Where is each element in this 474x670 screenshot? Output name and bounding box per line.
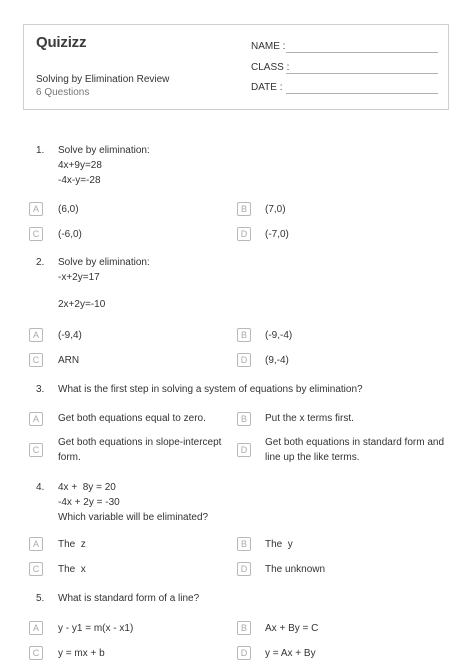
option-line: form. (58, 452, 81, 463)
question-line: What is standard form of a line? (58, 593, 200, 604)
option-text: The y (265, 539, 293, 550)
question-line: What is the first step in solving a system of equations by elimination? (58, 384, 363, 395)
question-text (58, 382, 438, 397)
option-text (58, 435, 221, 465)
question-text (58, 255, 438, 312)
option-box-a[interactable]: A (29, 537, 43, 551)
option-box-d[interactable]: D (237, 353, 251, 367)
question-line: 4x + 8y = 20 (58, 482, 116, 493)
question-line: 4x+9y=28 (58, 160, 102, 171)
option-line: Get both equations in standard form and (265, 437, 445, 448)
question-line: Solve by elimination: (58, 145, 150, 156)
option-box-b[interactable]: B (237, 328, 251, 342)
option-text: The z (58, 539, 86, 550)
question-text (58, 480, 438, 525)
date-label: DATE : (251, 82, 283, 93)
worksheet-title: Solving by Elimination Review (36, 74, 170, 85)
question-line: Which variable will be eliminated? (58, 512, 209, 523)
date-line[interactable] (286, 93, 438, 94)
option-line: Get both equations in slope-intercept (58, 437, 222, 448)
option-text: ARN (58, 355, 80, 366)
option-text: The x (58, 564, 86, 575)
question-line: 2x+2y=-10 (58, 299, 106, 310)
option-text: (-7,0) (265, 229, 289, 240)
question-line: -x+2y=17 (58, 272, 100, 283)
option-box-a[interactable]: A (29, 621, 43, 635)
option-box-b[interactable]: B (237, 412, 251, 426)
question-number: 2. (36, 257, 45, 268)
question-line: -4x-y=-28 (58, 175, 101, 186)
option-box-a[interactable]: A (29, 328, 43, 342)
option-box-c[interactable]: C (29, 443, 43, 457)
option-box-c[interactable]: C (29, 353, 43, 367)
name-label: NAME : (251, 41, 286, 52)
question-number: 4. (36, 482, 45, 493)
option-box-d[interactable]: D (237, 227, 251, 241)
question-count: 6 Questions (36, 87, 90, 98)
question-text (58, 591, 438, 606)
option-box-d[interactable]: D (237, 562, 251, 576)
option-box-d[interactable]: D (237, 443, 251, 457)
quizizz-logo: Quizizz (36, 34, 87, 51)
option-text: Get both equations equal to zero. (58, 413, 206, 424)
option-box-a[interactable]: A (29, 202, 43, 216)
question-text (58, 143, 438, 188)
option-text: y = Ax + By (265, 648, 316, 659)
question-number: 1. (36, 145, 45, 156)
option-box-c[interactable]: C (29, 562, 43, 576)
class-label: CLASS : (251, 62, 290, 73)
option-text: (9,-4) (265, 355, 289, 366)
question-number: 3. (36, 384, 45, 395)
name-line[interactable] (286, 52, 438, 53)
option-text: y = mx + b (58, 648, 105, 659)
question-line: Solve by elimination: (58, 257, 150, 268)
option-text: (-6,0) (58, 229, 82, 240)
option-box-c[interactable]: C (29, 227, 43, 241)
option-text: (-9,4) (58, 330, 82, 341)
option-box-b[interactable]: B (237, 537, 251, 551)
option-text: y - y1 = m(x - x1) (58, 623, 134, 634)
class-line[interactable] (286, 73, 438, 74)
question-line: -4x + 2y = -30 (58, 497, 120, 508)
option-box-c[interactable]: C (29, 646, 43, 660)
option-box-a[interactable]: A (29, 412, 43, 426)
option-text (265, 435, 444, 465)
option-box-b[interactable]: B (237, 621, 251, 635)
question-number: 5. (36, 593, 45, 604)
option-text: Put the x terms first. (265, 413, 354, 424)
option-text: (7,0) (265, 204, 286, 215)
option-box-d[interactable]: D (237, 646, 251, 660)
option-text: (6,0) (58, 204, 79, 215)
option-text: (-9,-4) (265, 330, 293, 341)
option-box-b[interactable]: B (237, 202, 251, 216)
option-line: line up the like terms. (265, 452, 360, 463)
option-text: The unknown (265, 564, 326, 575)
option-text: Ax + By = C (265, 623, 319, 634)
